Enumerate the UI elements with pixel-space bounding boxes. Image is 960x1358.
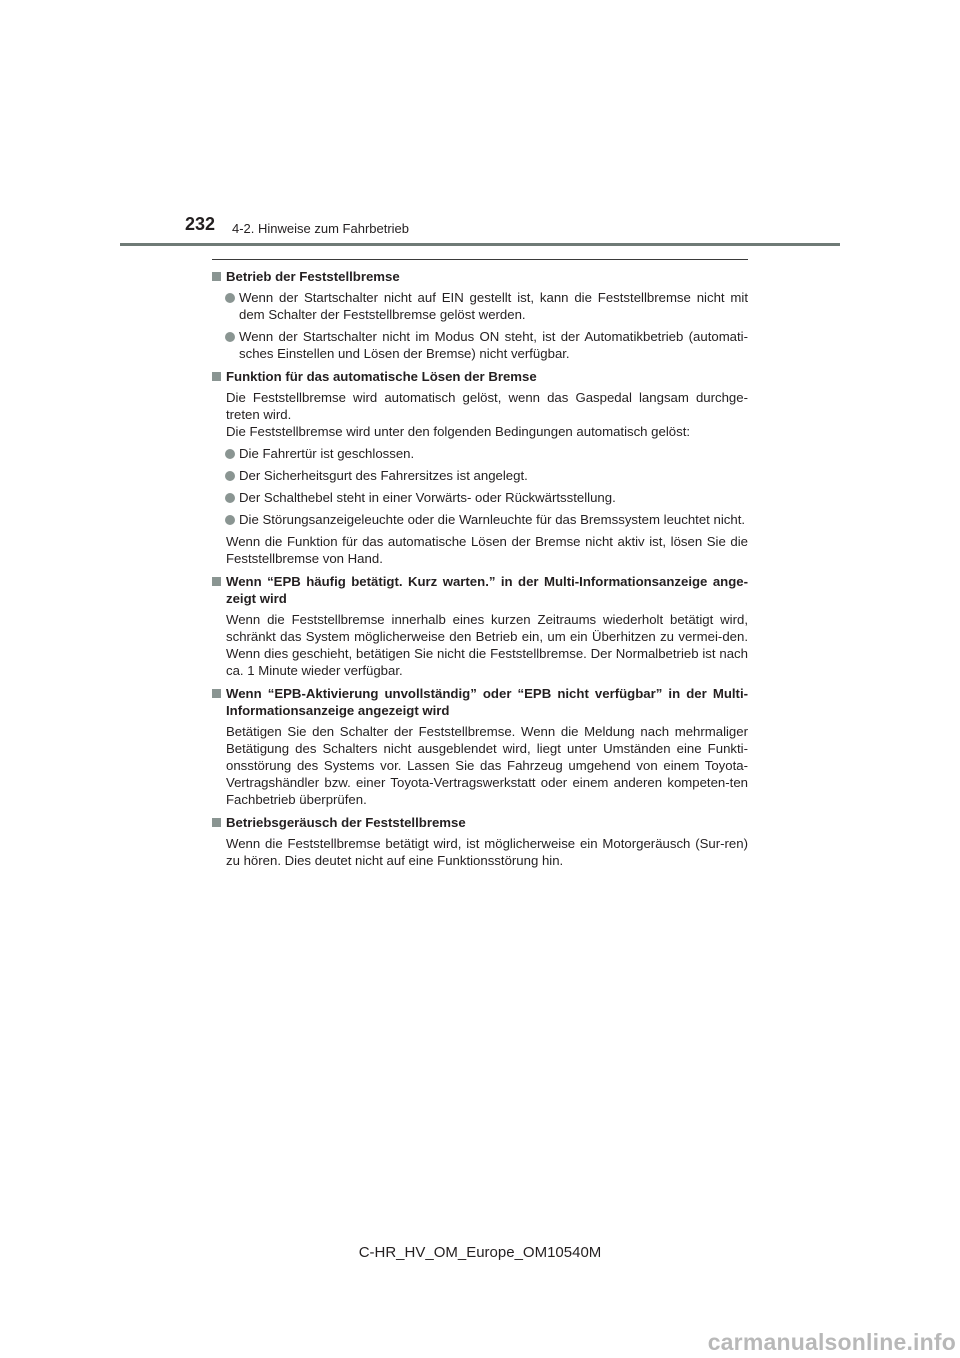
list-item bbox=[212, 445, 748, 462]
circle-bullet-icon bbox=[225, 515, 235, 525]
square-bullet-icon bbox=[212, 689, 221, 698]
section-heading-text: Betriebsgeräusch der Feststellbremse bbox=[226, 815, 466, 830]
square-bullet-icon bbox=[212, 272, 221, 281]
list-item-text: Wenn der Startschalter nicht auf EIN gestellt ist, kann die Feststellbremse nicht mit dem Schalter der Feststellbremse gelöst werden. bbox=[239, 290, 748, 322]
document-id: C-HR_HV_OM_Europe_OM10540M bbox=[358, 1244, 602, 1261]
list-item bbox=[212, 467, 748, 484]
section-heading bbox=[212, 814, 748, 831]
page-header bbox=[0, 0, 960, 250]
content-divider bbox=[212, 259, 748, 260]
section-heading bbox=[212, 368, 748, 385]
circle-bullet-icon bbox=[225, 449, 235, 459]
circle-bullet-icon bbox=[225, 493, 235, 503]
list-item-text: Der Sicherheitsgurt des Fahrersitzes ist angelegt. bbox=[239, 468, 528, 483]
list-item-text: Die Störungsanzeigeleuchte oder die Warnleuchte für das Bremssystem leuchtet nicht. bbox=[239, 512, 746, 527]
section-operating-noise bbox=[212, 814, 748, 869]
list-item-text: Die Fahrertür ist geschlossen. bbox=[239, 446, 415, 461]
chapter-title: 4-2. Hinweise zum Fahrbetrieb bbox=[232, 221, 410, 236]
square-bullet-icon bbox=[212, 818, 221, 827]
circle-bullet-icon bbox=[225, 293, 235, 303]
section-epb-frequent bbox=[212, 573, 748, 679]
watermark: carmanualsonline.info bbox=[707, 1329, 956, 1355]
paragraph: Wenn die Feststellbremse innerhalb eines kurzen Zeitraums wiederholt betätigt wird, schränkt das System möglicherweise den Betrieb ein, um ein Überhitzen zu vermei-den. Wenn dies geschieht, betätigen Sie nicht die Feststellbremse. Der Normalbetrieb ist nach ca. 1 Minute wieder verfügbar. bbox=[226, 612, 748, 678]
section-heading-text: Betrieb der Feststellbremse bbox=[226, 269, 400, 284]
paragraph: Die Feststellbremse wird automatisch gelöst, wenn das Gaspedal langsam durchge-treten wird. bbox=[226, 390, 748, 422]
section-auto-release bbox=[212, 368, 748, 567]
section-heading bbox=[212, 268, 748, 285]
list-item bbox=[212, 289, 748, 323]
square-bullet-icon bbox=[212, 372, 221, 381]
circle-bullet-icon bbox=[225, 471, 235, 481]
page-number: 232 bbox=[185, 214, 216, 234]
page-content bbox=[212, 268, 748, 875]
section-parking-brake-operation bbox=[212, 268, 748, 362]
circle-bullet-icon bbox=[225, 332, 235, 342]
list-item bbox=[212, 489, 748, 506]
paragraph: Die Feststellbremse wird unter den folgenden Bedingungen automatisch gelöst: bbox=[226, 424, 691, 439]
square-bullet-icon bbox=[212, 577, 221, 586]
list-item bbox=[212, 328, 748, 362]
paragraph: Wenn die Feststellbremse betätigt wird, ist möglicherweise ein Motorgeräusch (Sur-ren) zu hören. Dies deutet nicht auf eine Funktionsstörung hin. bbox=[226, 836, 748, 868]
list-item bbox=[212, 511, 748, 528]
section-heading bbox=[212, 685, 748, 719]
section-heading-text: Wenn “EPB-Aktivierung unvollständig” oder “EPB nicht verfügbar” in der Multi-Informationsanzeige angezeigt wird bbox=[226, 686, 748, 718]
list-item-text: Der Schalthebel steht in einer Vorwärts- oder Rückwärtsstellung. bbox=[239, 490, 616, 505]
header-divider bbox=[120, 243, 840, 246]
section-heading bbox=[212, 573, 748, 607]
section-heading-text: Wenn “EPB häufig betätigt. Kurz warten.” in der Multi-Informationsanzeige ange-zeigt wird bbox=[226, 574, 748, 606]
list-item-text: Wenn der Startschalter nicht im Modus ON steht, ist der Automatikbetrieb (automati-sches Einstellen und Lösen der Bremse) nicht verfügbar. bbox=[239, 329, 748, 361]
section-epb-unavailable bbox=[212, 685, 748, 808]
paragraph: Wenn die Funktion für das automatische Lösen der Bremse nicht aktiv ist, lösen Sie die Feststellbremse von Hand. bbox=[226, 534, 748, 566]
section-heading-text: Funktion für das automatische Lösen der Bremse bbox=[226, 369, 537, 384]
paragraph: Betätigen Sie den Schalter der Feststellbremse. Wenn die Meldung nach mehrmaliger Betätigung des Schalters nicht ausgeblendet wird, liegt unter Umständen eine Funkti-onsstörung des Systems vor. Lassen Sie das Fahrzeug umgehend von einem Toyota-Vertragshändler bzw. einer Toyota-Vertragswerkstatt oder einem anderen kompeten-ten Fachbetrieb überprüfen. bbox=[226, 724, 748, 807]
